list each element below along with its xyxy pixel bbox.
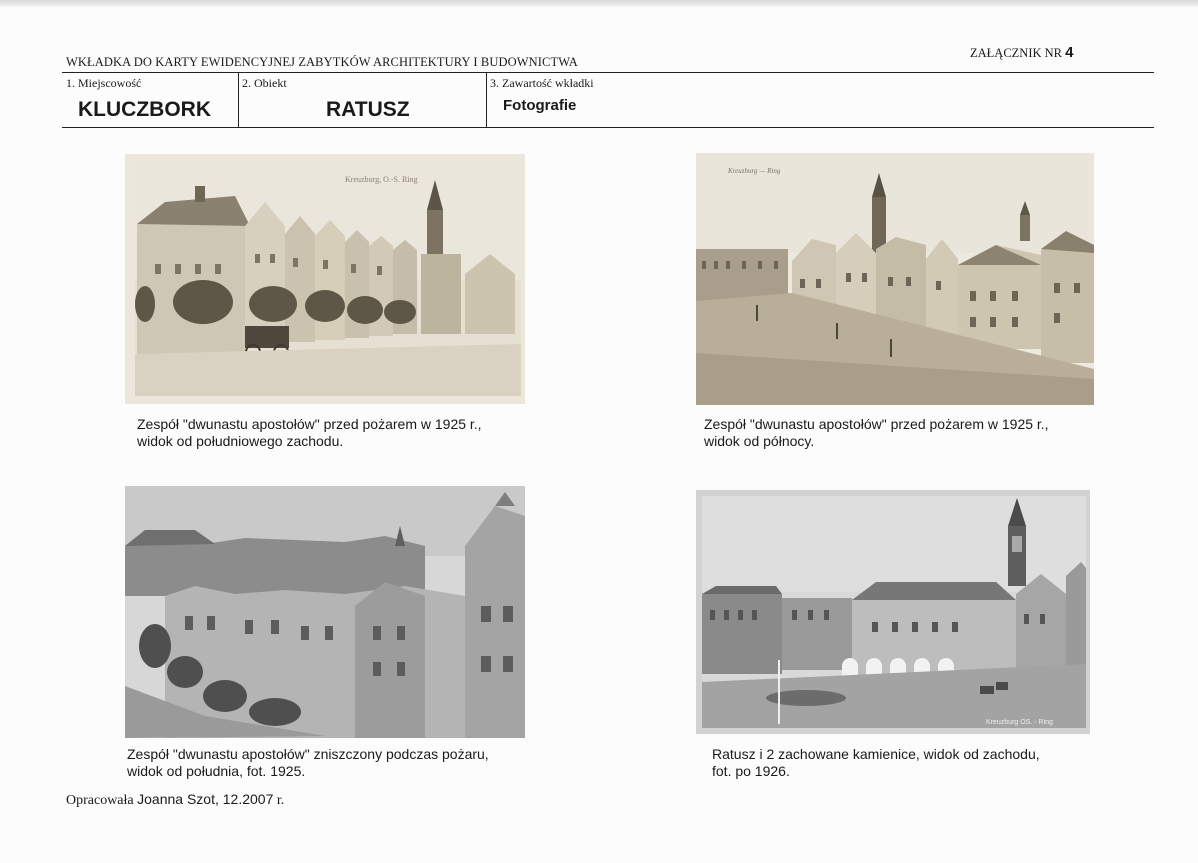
photo-3-caption-line-2: widok od południa, fot. 1925.	[127, 763, 306, 779]
footer-author-date: Joanna Szot, 12.2007	[137, 791, 274, 807]
photo-3-caption	[127, 746, 489, 780]
author-footer	[66, 791, 284, 809]
scan-edge	[0, 0, 1198, 7]
column-divider-1	[238, 72, 239, 128]
footer-prefix: Opracowała	[66, 793, 134, 808]
photo-2-inscription: Kreuzburg — Ring	[728, 167, 781, 175]
photo-1-inscription: Kreuzburg, O.-S. Ring	[345, 175, 418, 184]
annex-label	[970, 44, 1073, 61]
object-value: RATUSZ	[326, 98, 410, 121]
photo-town-hall-southwest	[125, 154, 525, 404]
photo-1-caption-line-2: widok od południowego zachodu.	[137, 433, 344, 449]
annex-number: 4	[1065, 44, 1074, 61]
photo-4-caption	[712, 746, 1040, 780]
locality-label: 1. Miejscowość	[66, 76, 142, 90]
contents-value: Fotografie	[503, 97, 577, 114]
photo-1-caption-line-1: Zespół "dwunastu apostołów" przed pożarem w 1925 r.,	[137, 416, 482, 432]
annex-label-text: ZAŁĄCZNIK NR	[970, 46, 1063, 60]
photo-town-hall-north	[696, 153, 1094, 405]
locality-value: KLUCZBORK	[78, 98, 211, 121]
photo-town-hall-west	[696, 490, 1090, 734]
photo-4-caption-line-1: Ratusz i 2 zachowane kamienice, widok od zachodu,	[712, 746, 1040, 762]
column-divider-2	[486, 72, 487, 128]
header-top-rule	[62, 72, 1154, 73]
photo-ruins-after-fire	[125, 486, 525, 738]
photo-2-caption-line-1: Zespół "dwunastu apostołów" przed pożarem w 1925 r.,	[704, 416, 1049, 432]
contents-label: 3. Zawartość wkładki	[490, 76, 594, 90]
object-label: 2. Obiekt	[242, 76, 287, 90]
photo-2-caption	[704, 416, 1049, 450]
photo-1-caption	[137, 416, 482, 450]
footer-suffix: r.	[276, 793, 285, 808]
photo-2-caption-line-2: widok od północy.	[704, 433, 815, 449]
header-bottom-rule	[62, 127, 1154, 128]
photo-4-inscription: Kreuzburg OS. - Ring	[986, 719, 1053, 726]
photo-3-caption-line-1: Zespół "dwunastu apostołów" zniszczony podczas pożaru,	[127, 746, 489, 762]
document-title: WKŁADKA DO KARTY EWIDENCYJNEJ ZABYTKÓW ARCHITEKTURY I BUDOWNICTWA	[66, 55, 578, 69]
photo-4-caption-line-2: fot. po 1926.	[712, 763, 790, 779]
